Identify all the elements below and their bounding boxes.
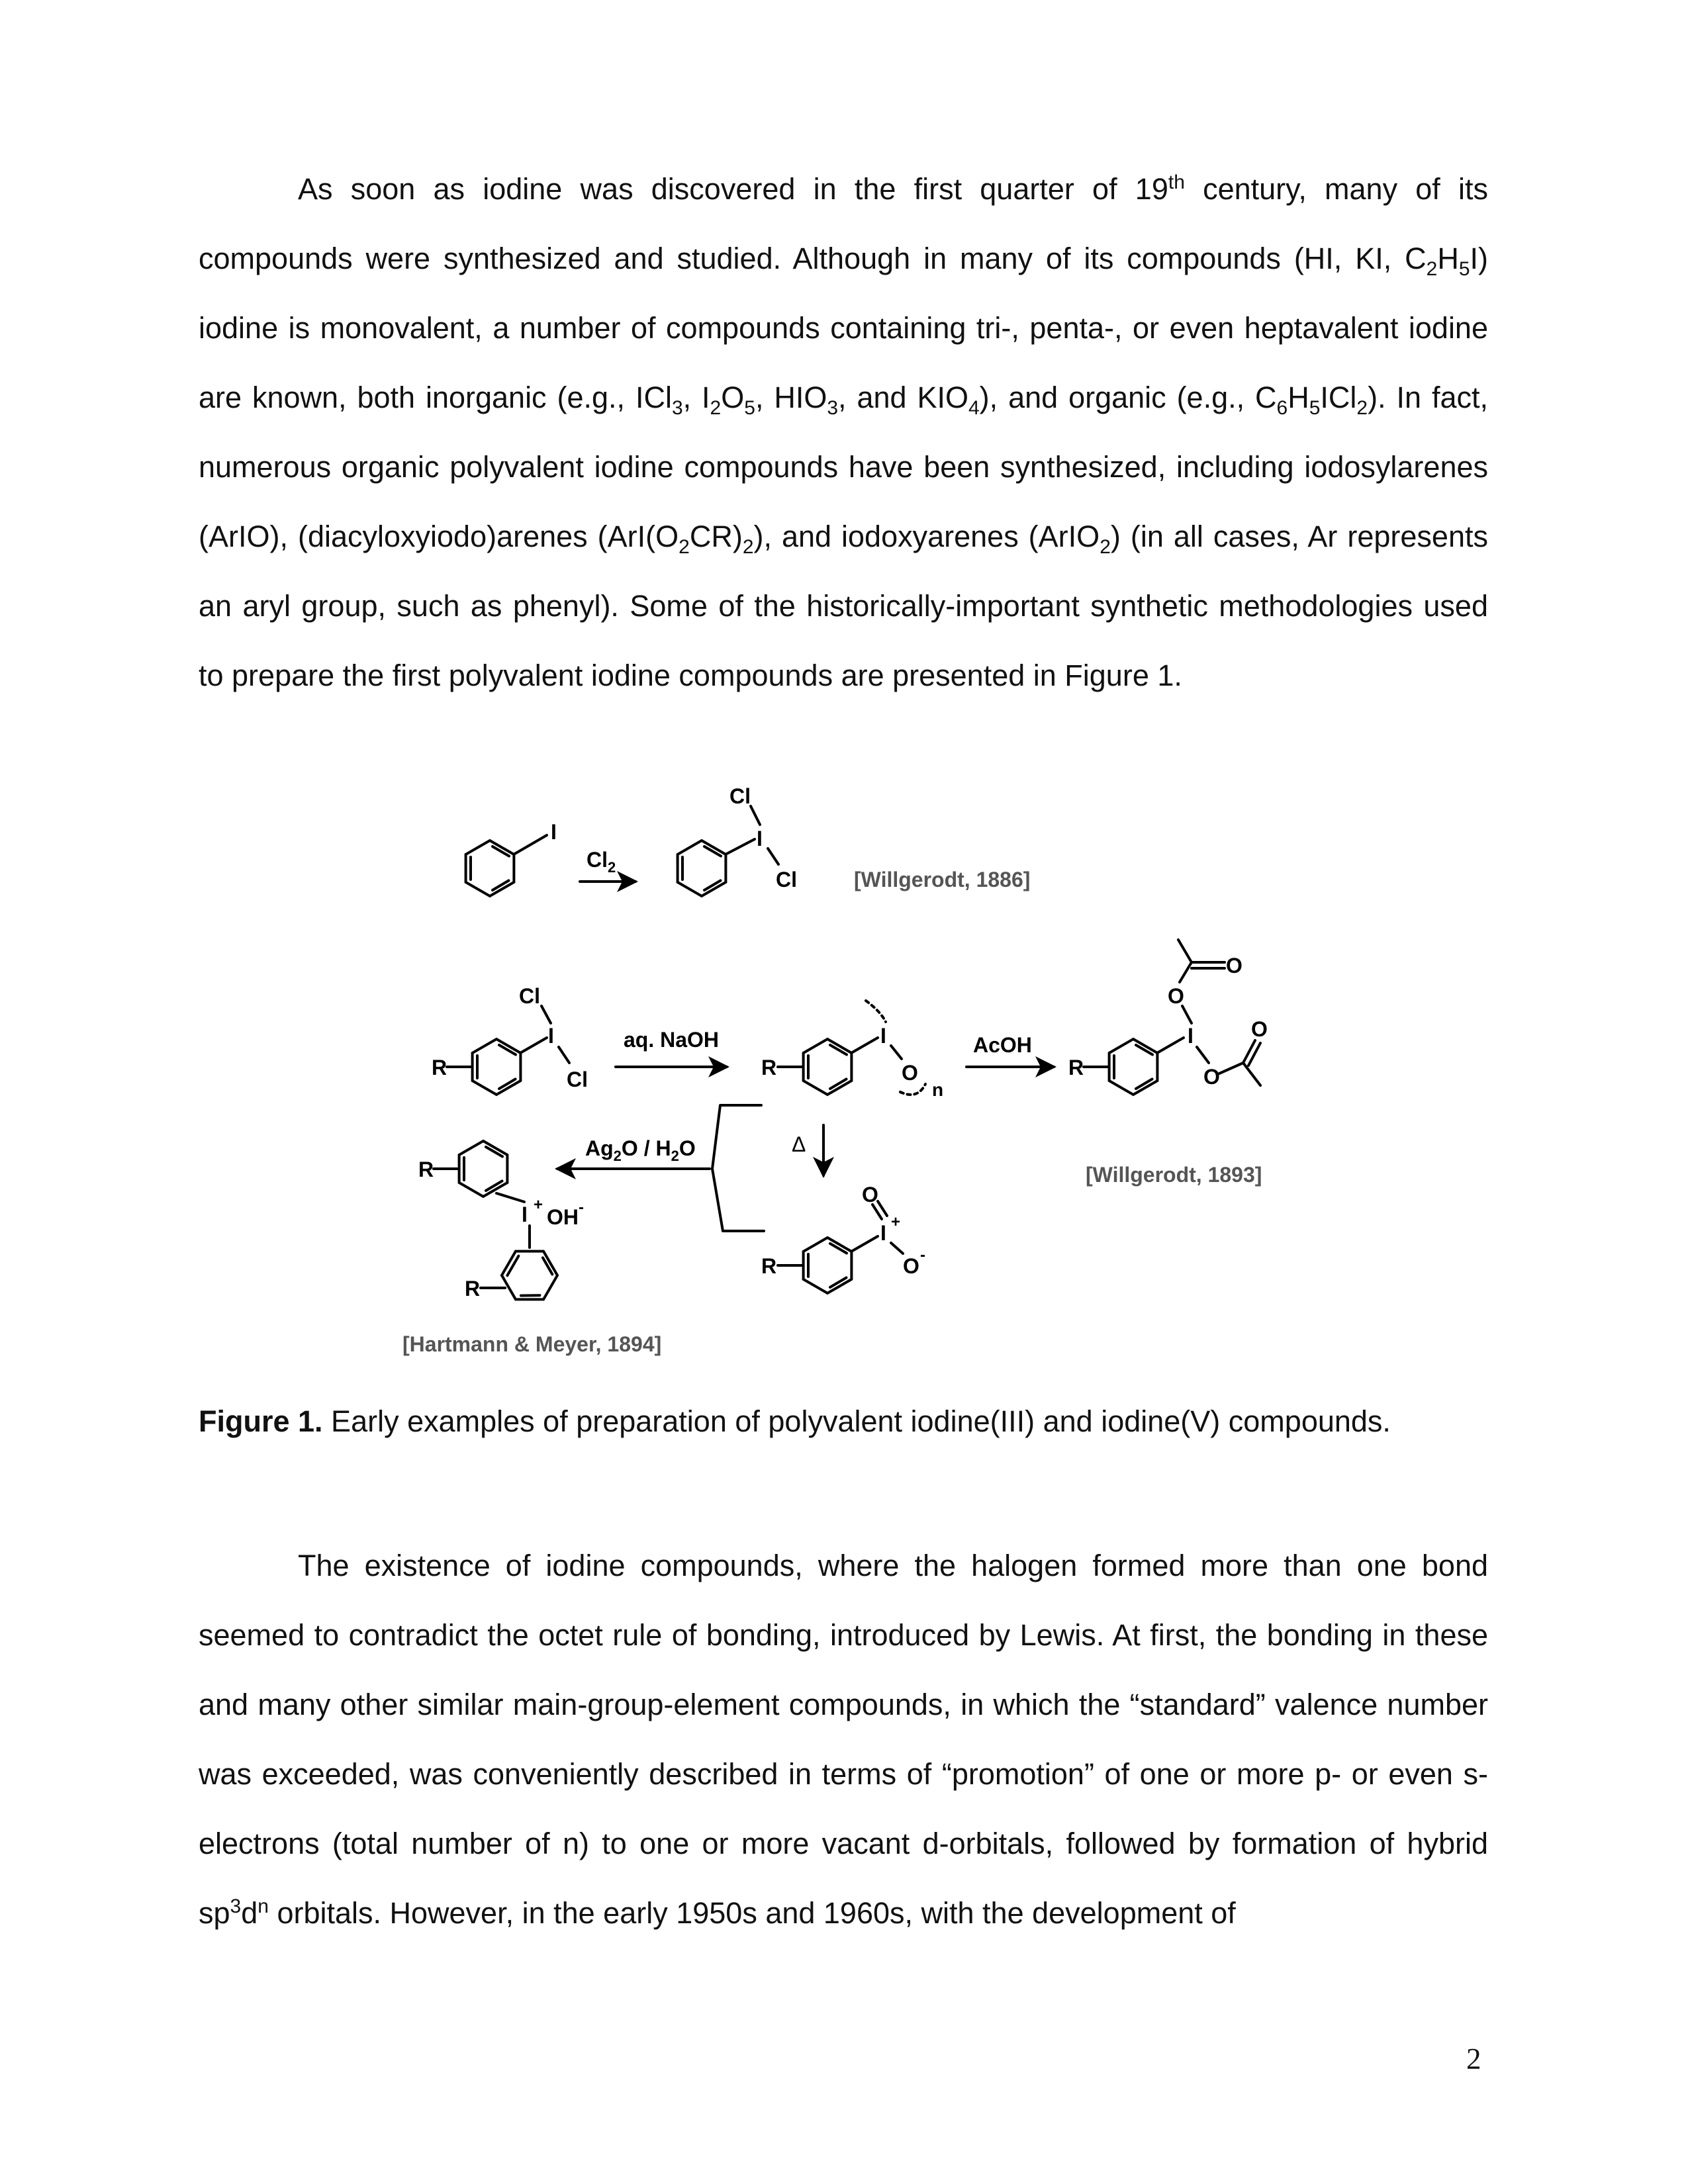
svg-text:R: R [432,1056,447,1079]
reagent-cl2: $Cl_2$ [586,848,616,876]
svg-text:Cl: Cl [729,784,751,808]
reagent-aq-naoh: aq. NaOH [624,1028,720,1052]
iodobenzene-dichloride [678,784,797,896]
paragraph-1: As soon as iodine was discovered in the first quarter of 19th century, many of its compounds were synthesized and studied. Although in many of its compounds (HI, KI, $C_2H_5I$) iodine is monovalent, a number of compounds containing tri-, penta-, or even heptavalent iodine are known, both inorganic (e.g., ICl$_3$, $I_2O_5$, $HIO_3$, and $KIO_4$), and organic (e.g., $C_6H_5ICl_2$). In fact, numerous organic polyvalent iodine compounds have been synthesized, including iodosylarenes (ArIO), (diacyloxyiodo)arenes $(ArI(O_2CR)_2)$, and iodoxyarenes (ArIO$_2$) (in all cases, Ar represents an aryl group, such as phenyl). Some of the historically-important synthetic methodologies used to prepare the first polyvalent iodine compounds are presented in Figure 1. [199,171,1489,692]
svg-text:I: I [880,1221,886,1245]
svg-text:O: O [1226,954,1243,978]
reagent-heat: Δ [792,1132,806,1156]
iodosylarene-polymer [761,1001,943,1100]
reagent-ag2o-h2o: $Ag_2O / H_2O$ [585,1136,696,1164]
svg-text:Cl: Cl [567,1068,588,1091]
svg-text:R: R [761,1254,777,1278]
svg-text:R: R [418,1158,434,1181]
svg-text:I: I [522,1203,528,1226]
svg-text:-: - [579,1199,584,1216]
svg-text:I: I [880,1024,886,1048]
svg-text:I: I [757,827,763,850]
branch-bracket [712,1105,764,1231]
paragraph-2: The existence of iodine compounds, where the halogen formed more than one bond seemed to contradict the octet rule of bonding, introduced by Lewis. At first, the bonding in these and many other similar main-group-element compounds, in which the “standard” valence number was exceeded, was conveniently described in terms of “promotion” of one or more p- or even s-electrons (total number of n) to one or more vacant d-orbitals, followed by formation of hybrid $sp^3d^n$ orbitals. However, in the early 1950s and 1960s, with the development of [199,1549,1488,1930]
caption-text: Early examples of preparation of polyvalent iodine(III) and iodine(V) compounds. [322,1404,1391,1438]
aryliodine-dichloride [432,984,588,1095]
svg-text:I: I [548,1024,554,1048]
figure-caption [199,1402,1488,1441]
svg-text:O: O [862,1183,878,1206]
svg-text:Cl: Cl [776,868,797,891]
svg-text:O: O [1251,1017,1268,1041]
page-number: 2 [1466,2042,1481,2075]
diaryliodonium-hydroxide [418,1141,584,1312]
ref-willgerodt-1893: [Willgerodt, 1893] [1086,1163,1262,1187]
svg-text:R: R [761,1056,777,1079]
ref-willgerodt-1886: [Willgerodt, 1886] [854,868,1031,891]
svg-text:I: I [1188,1024,1194,1048]
svg-text:OH: OH [547,1205,579,1229]
svg-text:-: - [920,1246,925,1264]
svg-text:O: O [1203,1065,1220,1089]
iodoxyarene [761,1183,925,1293]
svg-text:O: O [902,1061,918,1085]
svg-text:Cl: Cl [519,984,540,1008]
svg-text:O: O [1168,984,1184,1008]
diacetoxyiodoarene [1068,940,1268,1095]
ref-hartmann-meyer-1894: [Hartmann & Meyer, 1894] [402,1332,662,1356]
reagent-acoh: AcOH [973,1033,1032,1057]
svg-text:n: n [932,1079,944,1100]
svg-text:O: O [903,1254,919,1278]
svg-text:I: I [551,820,557,844]
svg-text:+: + [891,1213,901,1231]
svg-text:R: R [1068,1056,1084,1079]
figure-label: Figure 1. [199,1404,323,1438]
iodobenzene [466,820,557,896]
svg-text:R: R [465,1277,481,1300]
svg-text:+: + [534,1196,543,1214]
